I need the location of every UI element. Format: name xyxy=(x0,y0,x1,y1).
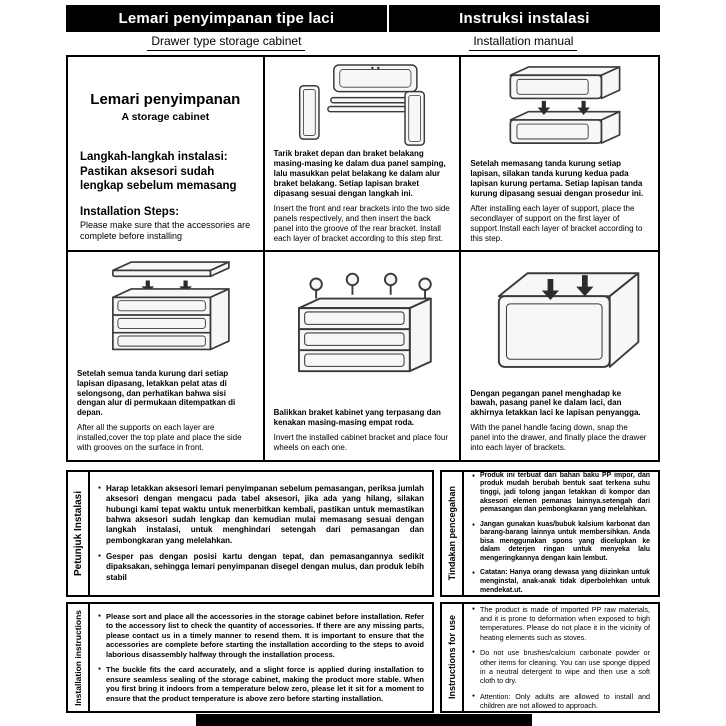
petunjuk-content xyxy=(90,472,432,595)
tindakan-label-text: Tindakan pencegahan xyxy=(447,486,457,581)
petunjuk-bullet-1: ● Harap letakkan aksesori lemari penyimpanan sebelum pemasangan, periksa jumlah aksesori dengan mengacu pada tabel aksesori, jika ada yang hilang, silakan hubungi kami tepat waktu untuk menerbitkan kembali, pastikan untuk memastikan bahwa aksesori sudah lengkap dan kemudian mulai memasang sesuai dengan langkah instalasi, untuk menghindari setengah dari pemasangan dan pembongkaran yang melelahkan. xyxy=(98,484,424,546)
installation-bullet-1: ● Please sort and place all the accessories in the storage cabinet before installation. Refer to the accessory list to check the quantity of accessories. If there are any missing parts, please contact us in a timely manner to resend them. It is important to ensure that the accessories are complete before starting the installation according to the steps to avoid laborious disassembly halfway through the installation process. xyxy=(98,612,424,659)
petunjuk-vertical-label xyxy=(68,472,90,595)
tindakan-vertical-label xyxy=(442,472,464,595)
step-1-text-en: Insert the front and rear brackets into the two side panels respectively, and then insert the back panel into the groove of the rear bracket. Install each layer of bracket according to this step first. xyxy=(273,203,450,243)
tindakan-content xyxy=(464,472,658,595)
step-1-text-id: Tarik braket depan dan braket belakang masing-masing ke dalam dua panel samping, lalu masukkan pelat belakang ke dalam alur braket belakang. Setiap lapisan braket dipasang sesuai dengan langkah ini. xyxy=(273,149,446,198)
step-cell-3 xyxy=(68,252,265,460)
step-cell-2 xyxy=(461,57,658,252)
drawer-insert-drawing xyxy=(474,258,646,386)
use-content xyxy=(464,604,658,711)
use-label-text: Instructions for use xyxy=(447,615,457,700)
step-5-text-en: With the panel handle facing down, snap the panel into the drawer, and finally place the drawer into each layer of brackets. xyxy=(470,423,647,453)
wheels-illustration xyxy=(265,252,460,406)
steps-heading-en: Installation Steps: xyxy=(80,205,180,218)
steps-note-id: Pastikan aksesori sudah lengkap sebelum memasang xyxy=(80,166,237,193)
product-title-id: Lemari penyimpanan xyxy=(90,91,241,108)
step-3-caption xyxy=(68,367,263,460)
subtitle-english-left: Drawer type storage cabinet xyxy=(147,34,305,51)
step-1-caption xyxy=(265,147,460,250)
installation-label-text: Installation instructions xyxy=(73,609,83,706)
step-2-text-en: After installing each layer of support, place the secondlayer of support on the first layer of support.Install each layer of bracket according to this step. xyxy=(470,203,643,243)
section-instructions-for-use xyxy=(440,602,660,713)
instruction-grid xyxy=(66,55,660,462)
tindakan-bullet-2: ● Jangan gunakan kuas/bubuk kalsium karbonat dan barang-barang lainnya untuk membersihkan. Anda bisa menggunakan spons yang dicelupkan ke dalam deterjen ringan untuk menyeka lalu mengeringkannya dengan kain lembut. xyxy=(472,521,650,564)
use-bullet-2: ● Do not use brushes/calcium carbonate powder or other items for cleaning. You can use sponge dipped in a neutral detergent to wipe and then use a soft cloth to dry. xyxy=(472,648,650,685)
step-cell-4 xyxy=(265,252,462,460)
subtitle-english-right: Installation manual xyxy=(469,34,577,51)
wheels-drawing xyxy=(276,268,448,396)
step-5-text-id: Dengan pegangan panel menghadap ke bawah, pasang panel ke dalam laci, dan akhirnya letakkan laci ke lapisan penyangga. xyxy=(470,388,641,418)
step-cell-5 xyxy=(461,252,658,460)
tindakan-bullet-1: ● Produk ini terbuat dari bahan baku PP impor, dan produk mudah berubah bentuk saat terkena suhu tinggi, jadi tolong jangan letakkan di kompor dan aksesori elemen pemanas lainnya.setengah dari pemasangan dan pembongkaran yang melelahkan. xyxy=(472,472,650,515)
use-vertical-label xyxy=(442,604,464,711)
drawer-insert-illustration xyxy=(461,252,658,386)
step-2-caption xyxy=(461,157,658,250)
exploded-parts-drawing xyxy=(276,62,448,147)
step-2-text-id: Setelah memasang tanda kurung setiap lapisan, silakan tanda kurung kedua pada lapisan kurung pertama. Setiap lapisan tanda kurung dipasang sesuai dengan prosedur ini. xyxy=(470,159,644,198)
section-tindakan-pencegahan xyxy=(440,470,660,597)
top-plate-drawing xyxy=(79,257,251,366)
step-3-text-id: Setelah semua tanda kurung dari setiap lapisan dipasang, letakkan pelat atas di selongsong, dan perhatikan bahwa sisi dengan alur di permukaan ditempatkan di depan. xyxy=(77,368,236,418)
use-bullet-3: ● Attention: Only adults are allowed to install and children are not allowed to approach. xyxy=(472,692,650,711)
step-cell-1 xyxy=(265,57,462,252)
header-title-indonesian: Lemari penyimpanan tipe laci xyxy=(118,10,335,27)
petunjuk-label-text: Petunjuk Instalasi xyxy=(72,490,84,577)
steps-note-en: Please make sure that the accessories are complete before installing xyxy=(80,219,251,242)
product-title-en: A storage cabinet xyxy=(121,111,210,123)
step-4-text-en: Invert the installed cabinet bracket and place four wheels on each one. xyxy=(273,433,448,453)
step-4-text-id: Balikkan braket kabinet yang terpasang dan kenakan masing-masing empat roda. xyxy=(273,408,441,428)
exploded-parts-illustration xyxy=(265,57,460,147)
installation-content xyxy=(90,604,432,711)
intro-cell xyxy=(68,57,265,252)
steps-heading-id: Langkah-langkah instalasi: xyxy=(80,151,228,163)
header-bar xyxy=(66,5,660,32)
tindakan-bullet-3: ● Catatan: Hanya orang dewasa yang diizinkan untuk menginstal, anak-anak tidak diperbolehkan untuk mendekat.ut. xyxy=(472,569,650,595)
header-title-instruksi: Instruksi instalasi xyxy=(459,10,590,27)
installation-bullet-2: ● The buckle fits the card accurately, and a slight force is applied during installation to ensure seamless sealing of the storage cabinet, making the product more stable. When you first bring it indoors from a temperature below zero, please let it sit for a moment to ensure that the product temperature is above zero before starting installation. xyxy=(98,665,424,703)
subtitle-row xyxy=(66,34,660,52)
bottom-black-strip xyxy=(196,714,532,726)
section-installation-instructions xyxy=(66,602,434,713)
step-4-caption xyxy=(265,406,460,460)
stack-layers-drawing xyxy=(474,62,646,157)
step-5-caption xyxy=(461,387,658,460)
installation-vertical-label xyxy=(68,604,90,711)
top-plate-illustration xyxy=(68,252,263,366)
stack-layers-illustration xyxy=(461,57,658,157)
step-3-text-en: After all the supports on each layer are installed,cover the top plate and place the side with grooves on the surface in front. xyxy=(77,423,242,453)
petunjuk-bullet-2: ● Gesper pas dengan posisi kartu dengan tepat, dan pemasangannya sedikit dipaksakan, sehingga lemari penyimpanan disegel dengan mulus, dan produk lebih stabil xyxy=(98,552,424,583)
use-bullet-1: ● The product is made of imported PP raw materials, and it is prone to deformation when exposed to high temperatures. Please do not place it in the vicinity of heating elements such as stoves. xyxy=(472,605,650,642)
section-petunjuk-instalasi xyxy=(66,470,434,597)
